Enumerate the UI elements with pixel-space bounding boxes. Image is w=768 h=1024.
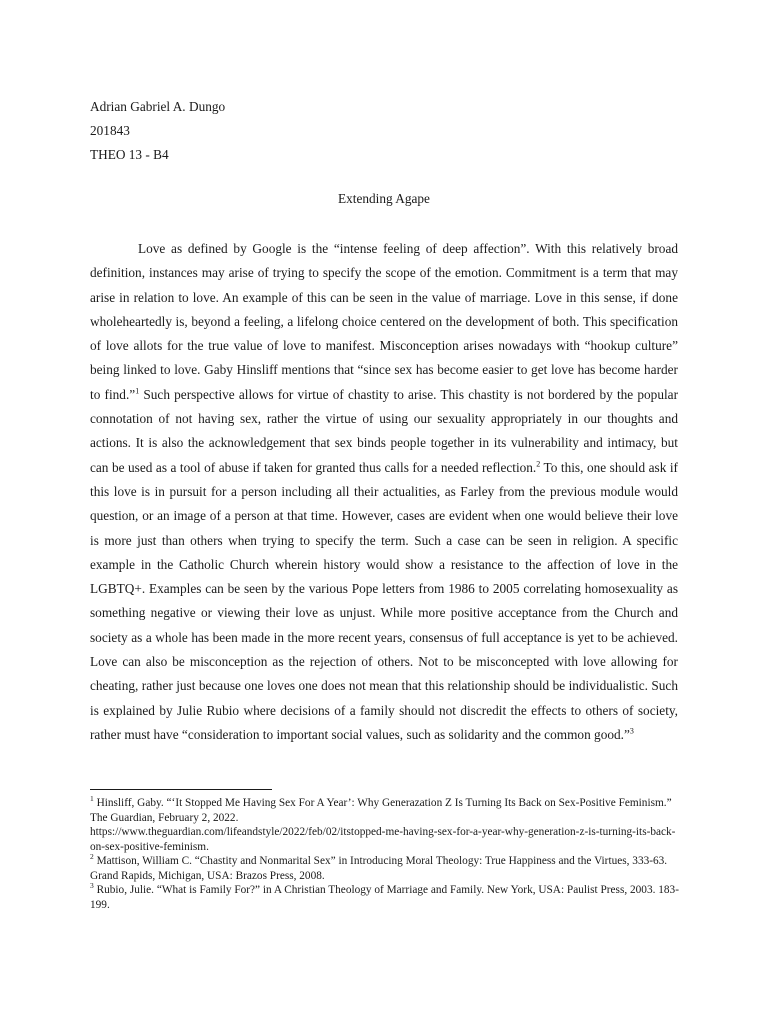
essay-title: Extending Agape (338, 191, 430, 206)
student-id: 201843 (90, 123, 130, 138)
footnote-2 (90, 854, 680, 883)
footnote-mark-3: 3 (90, 881, 94, 891)
body-text-part-1: Love as defined by Google is the “intense feeling of deep affection”. With this relatively broad definition, instances may arise of trying to specify the scope of the emotion. Commitment is a term that may arise in relation to love. An example of this can be seen in the value of marriage. Love in this sense, if done wholeheartedly is, beyond a feeling, a lifelong choice centered on the development of both. This specification of love allots for the true value of love to manifest. Misconception arises nowadays with “hookup culture” being linked to love. Gaby Hinsliff mentions that “since sex has become easier to get love has become harder to find.” (90, 241, 678, 402)
footnote-2-text: Mattison, William C. “Chastity and Nonmarital Sex” in Introducing Moral Theology: True Happiness and the Virtues, 333-63. Grand Rapids, Michigan, USA: Brazos Press, 2008. (90, 855, 668, 882)
footnote-1-link[interactable]: https://www.theguardian.com/lifeandstyle/2022/feb/02/itstopped-me-having-sex-for-a-year-why-generation-z-is-turning-its-back-on-sex-positive-feminism. (90, 826, 676, 853)
course-code: THEO 13 - B4 (90, 147, 169, 162)
footnote-mark-1: 1 (90, 794, 94, 804)
footnote-divider (90, 789, 272, 790)
footnote-1 (90, 796, 680, 854)
footnote-1-text: Hinsliff, Gaby. “‘It Stopped Me Having Sex For A Year’: Why Generazation Z Is Turning Its Back on Sex-Positive Feminism.” The Guardian, February 2, 2022. (90, 797, 672, 824)
author-name: Adrian Gabriel A. Dungo (90, 99, 226, 114)
footnote-3 (90, 883, 680, 912)
essay-body (90, 237, 678, 747)
footnote-ref-2[interactable]: 2 (536, 459, 541, 469)
footnote-ref-1[interactable]: 1 (135, 386, 140, 396)
footnotes (90, 796, 680, 912)
footnote-mark-2: 2 (90, 852, 94, 862)
body-text-part-2: Such perspective allows for virtue of chastity to arise. This chastity is not bordered by the popular connotation of not having sex, rather the virtue of using our sexuality appropriately in our thoughts and actions. It is also the acknowledgement that sex binds people together in its vulnerability and intimacy, but can be used as a tool of abuse if taken for granted thus calls for a needed reflection. (90, 386, 679, 475)
body-text-part-3: To this, one should ask if this love is in pursuit for a person including all their actualities, as Farley from the previous module would question, or an image of a person at that time. However, cases are evident when one would believe their love is more just than others when trying to specify the term. Such a case can be seen in religion. A specific example in the Catholic Church wherein history would show a resistance to the affection of love in the LGBTQ+. Examples can be seen by the various Pope letters from 1986 to 2005 correlating homosexuality as something negative or viewing their love as unjust. While more positive acceptance from the Church and society as a whole has been made in the more recent years, consensus of full acceptance is yet to be achieved. Love can also be misconception as the rejection of others. Not to be misconcepted with love allowing for cheating, rather just because one loves one does not mean that this relationship should be individualistic. Such is explained by Julie Rubio where decisions of a family should not discredit the effects to others of society, rather must have “consideration to important social values, such as solidarity and the common good.” (90, 459, 678, 742)
footnote-3-text: Rubio, Julie. “What is Family For?” in A Christian Theology of Marriage and Family. New York, USA: Paulist Press, 2003. 183-199. (90, 884, 679, 911)
footnote-ref-3[interactable]: 3 (629, 726, 634, 736)
